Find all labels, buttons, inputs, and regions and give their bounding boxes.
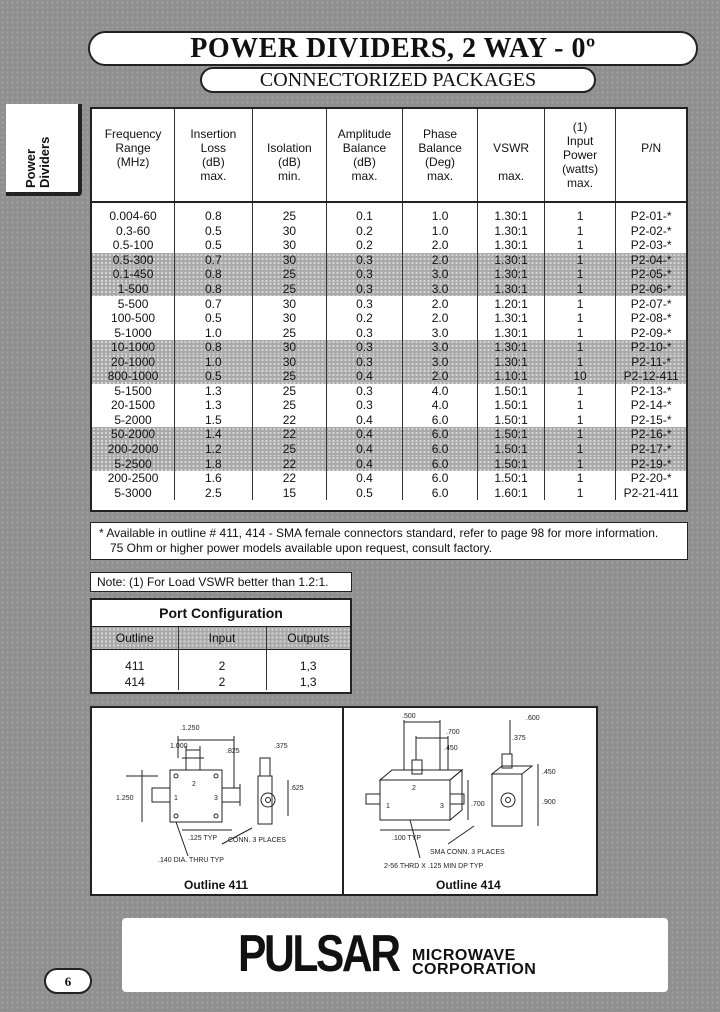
spec-row bbox=[92, 384, 686, 399]
spec-cell: 0.5 bbox=[175, 369, 253, 384]
spec-col-header bbox=[175, 109, 253, 202]
spec-cell: 1 bbox=[544, 311, 615, 326]
spec-col-header-line bbox=[255, 127, 325, 141]
spec-col-header-line: (dB) bbox=[353, 155, 376, 169]
outline-411-connector-left bbox=[152, 788, 170, 802]
spec-col-header-line: max. bbox=[567, 176, 594, 190]
dim-411-375: .375 bbox=[274, 743, 288, 750]
spec-row bbox=[92, 427, 686, 442]
spec-cell: 1.3 bbox=[175, 384, 253, 399]
spec-cell: 1.8 bbox=[175, 456, 253, 471]
spec-cell: P2-05-* bbox=[616, 267, 686, 282]
spec-cell: 2.0 bbox=[402, 311, 478, 326]
spec-row bbox=[92, 238, 686, 253]
spec-cell: 4.0 bbox=[402, 398, 478, 413]
spec-cell: 1.6 bbox=[175, 471, 253, 486]
spec-col-header-line: VSWR bbox=[493, 141, 530, 155]
spec-col-header bbox=[92, 109, 175, 202]
spec-cell: 0.4 bbox=[327, 369, 403, 384]
spec-row bbox=[92, 340, 686, 355]
spec-col-header-line bbox=[94, 169, 172, 183]
spec-col-header-line: Balance bbox=[418, 141, 462, 155]
dim-411-825: .825 bbox=[226, 748, 240, 755]
port-row bbox=[92, 658, 350, 674]
page-title: POWER DIVIDERS, 2 WAY - 0º bbox=[88, 31, 698, 66]
dim-414-450-vertical: .450 bbox=[542, 769, 556, 776]
spec-col-header-line: max. bbox=[498, 169, 525, 183]
spec-cell: 1.4 bbox=[175, 427, 253, 442]
spec-col-header-line: Balance bbox=[342, 141, 387, 155]
spec-cell: 1 bbox=[544, 456, 615, 471]
outline-414-connector-left bbox=[366, 794, 380, 804]
spec-col-header-line: Range bbox=[115, 141, 151, 155]
spec-cell: 2.0 bbox=[402, 238, 478, 253]
spec-col-header-line: Frequency bbox=[104, 127, 162, 141]
spec-cell: 0.7 bbox=[175, 296, 253, 311]
dim-414-375: .375 bbox=[512, 735, 526, 742]
spec-cell: 0.1-450 bbox=[92, 267, 175, 282]
spec-cell: 30 bbox=[252, 311, 327, 326]
spec-cell: 0.5-100 bbox=[92, 238, 175, 253]
spec-cell: 0.4 bbox=[327, 442, 403, 457]
spec-cell: 25 bbox=[252, 369, 327, 384]
spec-cell: 0.4 bbox=[327, 456, 403, 471]
spec-cell: 1.30:1 bbox=[478, 224, 545, 239]
port-col-input: Input bbox=[178, 627, 266, 650]
spec-row bbox=[92, 311, 686, 326]
spec-cell: 1.20:1 bbox=[478, 296, 545, 311]
port-cell: 1,3 bbox=[299, 659, 317, 673]
spec-cell: 1 bbox=[544, 202, 615, 224]
spec-cell: 0.1 bbox=[327, 202, 403, 224]
spec-col-header bbox=[327, 109, 403, 202]
spec-row bbox=[92, 282, 686, 297]
spec-cell: P2-20-* bbox=[630, 471, 672, 486]
spec-row bbox=[92, 354, 686, 369]
outline-414-side-view bbox=[492, 774, 522, 826]
spec-cell: 22 bbox=[252, 427, 327, 442]
spec-cell: 1-500 bbox=[92, 282, 175, 297]
spec-cell: 10 bbox=[544, 369, 615, 384]
spec-cell: 0.4 bbox=[327, 427, 403, 442]
spec-cell: 5-3000 bbox=[92, 485, 175, 500]
spec-cell: 1.30:1 bbox=[478, 340, 545, 355]
spec-col-header-line: Loss bbox=[200, 141, 227, 155]
note-411-thru: .140 DIA. THRU TYP bbox=[158, 857, 224, 864]
spec-cell: P2-19-* bbox=[616, 456, 686, 471]
spec-cell: 0.2 bbox=[327, 238, 403, 253]
port-414-2: 2 bbox=[412, 785, 416, 792]
spec-cell: 6.0 bbox=[402, 471, 478, 486]
port-414-3: 3 bbox=[440, 803, 444, 810]
dim-414-100-typ: .100 TYP bbox=[392, 835, 422, 842]
spec-cell: 1.50:1 bbox=[478, 471, 545, 486]
spec-cell: 1 bbox=[544, 354, 615, 369]
note-414-conn: SMA CONN. 3 PLACES bbox=[430, 849, 505, 856]
spec-cell: 1.30:1 bbox=[478, 325, 545, 340]
spec-cell: 1.0 bbox=[402, 202, 478, 224]
spec-col-header bbox=[478, 109, 545, 202]
dim-411-1000: 1.000 bbox=[170, 743, 188, 750]
port-cell: 2 bbox=[178, 658, 266, 674]
spec-col-header bbox=[544, 109, 615, 202]
spec-cell: 25 bbox=[252, 267, 327, 282]
spec-cell: 5-500 bbox=[92, 296, 175, 311]
spec-cell: 6.0 bbox=[402, 456, 478, 471]
spec-cell: P2-14-* bbox=[630, 398, 672, 413]
spec-col-header-line: Amplitude bbox=[337, 127, 392, 141]
dim-414-700: .700 bbox=[446, 729, 460, 736]
spec-cell: 1.5 bbox=[175, 413, 253, 428]
spec-cell: 0.3 bbox=[327, 354, 403, 369]
spec-cell: P2-13-* bbox=[630, 383, 672, 398]
spec-table bbox=[92, 109, 686, 500]
spec-cell: 100-500 bbox=[92, 311, 175, 326]
spec-cell: 0.3 bbox=[327, 296, 403, 311]
logo-corporation: CORPORATION bbox=[412, 961, 537, 978]
spec-cell: 3.0 bbox=[402, 354, 478, 369]
spec-cell: 0.3 bbox=[327, 253, 403, 268]
spec-cell: P2-09-* bbox=[630, 325, 672, 340]
spec-cell: 5-1000 bbox=[92, 325, 175, 340]
spec-cell: P2-16-* bbox=[616, 427, 686, 442]
spec-cell: 1.2 bbox=[175, 442, 253, 457]
spec-cell: 1.3 bbox=[175, 398, 253, 413]
spec-cell: 30 bbox=[252, 253, 327, 268]
spec-cell: 1.10:1 bbox=[478, 369, 545, 384]
spec-cell: 1.30:1 bbox=[478, 354, 545, 369]
spec-col-header-line: (Deg) bbox=[425, 155, 456, 169]
dim-414-700-vertical: .700 bbox=[471, 801, 485, 808]
availability-footnote bbox=[90, 522, 688, 560]
spec-cell: 1.0 bbox=[175, 325, 253, 340]
spec-cell: 1.50:1 bbox=[478, 384, 545, 399]
spec-col-header-line bbox=[480, 155, 542, 169]
spec-cell: 0.3 bbox=[327, 267, 403, 282]
spec-cell: 1.30:1 bbox=[478, 253, 545, 268]
port-col-outputs: Outputs bbox=[266, 627, 350, 650]
spec-cell: P2-04-* bbox=[616, 253, 686, 268]
spec-cell: 1 bbox=[544, 296, 615, 311]
spec-cell: 0.004-60 bbox=[92, 202, 175, 224]
spec-cell: 1.60:1 bbox=[478, 485, 545, 500]
spec-col-header bbox=[616, 109, 686, 202]
spec-cell: 1 bbox=[544, 224, 615, 239]
spec-cell: P2-07-* bbox=[630, 296, 672, 311]
spec-cell: 0.3 bbox=[327, 282, 403, 297]
spec-cell: 1 bbox=[544, 413, 615, 428]
spec-cell: 4.0 bbox=[402, 384, 478, 399]
dim-414-600: .600 bbox=[526, 715, 540, 722]
spec-col-header-line: (MHz) bbox=[116, 155, 150, 169]
spec-table-container bbox=[90, 107, 688, 512]
spec-row bbox=[92, 471, 686, 486]
outline-414-top bbox=[380, 770, 462, 780]
port-cell: 1,3 bbox=[299, 675, 317, 689]
spec-cell: 25 bbox=[252, 398, 327, 413]
dim-411-625: .625 bbox=[290, 785, 304, 792]
spec-row bbox=[92, 296, 686, 311]
spec-cell: 3.0 bbox=[402, 282, 478, 297]
spec-row bbox=[92, 485, 686, 500]
outline-411-drawing bbox=[92, 708, 340, 894]
spec-col-header-line: Power bbox=[563, 148, 598, 162]
spec-cell: 1.50:1 bbox=[478, 413, 545, 428]
dim-411-1250: .1.250 bbox=[180, 725, 200, 732]
spec-cell: 0.4 bbox=[327, 471, 403, 486]
spec-row bbox=[92, 398, 686, 413]
spec-cell: 1 bbox=[544, 398, 615, 413]
spec-cell: P2-11-* bbox=[616, 354, 686, 369]
spec-cell: 1 bbox=[544, 442, 615, 457]
spec-cell: 22 bbox=[252, 471, 327, 486]
spec-cell: 1.30:1 bbox=[478, 311, 545, 326]
spec-row bbox=[92, 253, 686, 268]
spec-col-header-line: Isolation bbox=[267, 141, 312, 155]
spec-cell: 200-2500 bbox=[92, 471, 175, 486]
spec-cell: 0.3 bbox=[327, 384, 403, 399]
spec-cell: P2-02-* bbox=[630, 223, 672, 238]
page-subtitle: CONNECTORIZED PACKAGES bbox=[200, 67, 596, 93]
section-tab bbox=[6, 104, 82, 196]
spec-cell: 1.30:1 bbox=[478, 282, 545, 297]
logo-microwave: MICROWAVE bbox=[412, 947, 516, 964]
spec-cell: 0.4 bbox=[327, 413, 403, 428]
port-414-1: 1 bbox=[386, 803, 390, 810]
spec-cell: 800-1000 bbox=[92, 369, 175, 384]
spec-col-header-line: (dB) bbox=[278, 155, 301, 169]
spec-cell: 10-1000 bbox=[92, 340, 175, 355]
spec-col-header-line bbox=[618, 169, 684, 183]
spec-cell: 0.3 bbox=[327, 340, 403, 355]
dim-414-450: .450 bbox=[444, 745, 458, 752]
spec-row bbox=[92, 325, 686, 340]
spec-cell: P2-01-* bbox=[630, 209, 672, 224]
spec-cell: 50-2000 bbox=[92, 427, 175, 442]
spec-cell: 0.5 bbox=[327, 485, 403, 500]
port-configuration-table bbox=[90, 598, 352, 694]
spec-cell: 5-2500 bbox=[92, 456, 175, 471]
spec-cell: P2-21-411 bbox=[623, 485, 679, 500]
spec-cell: 0.3-60 bbox=[92, 224, 175, 239]
spec-row bbox=[92, 369, 686, 384]
spec-row bbox=[92, 267, 686, 282]
spec-cell: 1.30:1 bbox=[478, 202, 545, 224]
spec-col-header-line: Phase bbox=[423, 127, 458, 141]
spec-cell: 0.2 bbox=[327, 311, 403, 326]
spec-col-header-line: min. bbox=[278, 169, 301, 183]
spec-cell: 3.0 bbox=[402, 340, 478, 355]
spec-cell: 0.5 bbox=[175, 224, 253, 239]
port-cell: 411 bbox=[92, 658, 178, 674]
spec-cell: 0.8 bbox=[175, 202, 253, 224]
spec-cell: 25 bbox=[252, 325, 327, 340]
port-411-1: 1 bbox=[174, 795, 178, 802]
spec-col-header-line: Insertion bbox=[190, 127, 237, 141]
dim-411-1250-vertical: 1.250 bbox=[116, 795, 134, 802]
spec-cell: 30 bbox=[252, 224, 327, 239]
spec-table-header bbox=[92, 109, 686, 202]
spec-row bbox=[92, 413, 686, 428]
spec-cell: 15 bbox=[252, 485, 327, 500]
spec-cell: 30 bbox=[252, 238, 327, 253]
spec-cell: P2-08-* bbox=[630, 311, 672, 326]
spec-cell: 25 bbox=[252, 442, 327, 457]
spec-cell: 1 bbox=[544, 267, 615, 282]
port-411-2: 2 bbox=[192, 781, 196, 788]
spec-col-header-line: (watts) bbox=[562, 162, 599, 176]
spec-cell: 5-1500 bbox=[92, 384, 175, 399]
spec-cell: P2-06-* bbox=[616, 282, 686, 297]
spec-row bbox=[92, 224, 686, 239]
dim-411-125-typ: .125 TYP bbox=[188, 835, 218, 842]
spec-col-header-line: max. bbox=[427, 169, 454, 183]
spec-cell: 0.2 bbox=[327, 224, 403, 239]
vswr-note: Note: (1) For Load VSWR better than 1.2:1. bbox=[90, 572, 352, 592]
spec-col-header-line: max. bbox=[351, 169, 378, 183]
note-411-conn: CONN. 3 PLACES bbox=[228, 837, 286, 844]
spec-cell: 1.50:1 bbox=[478, 398, 545, 413]
port-row bbox=[92, 674, 350, 690]
spec-cell: 1.50:1 bbox=[478, 427, 545, 442]
spec-cell: 0.7 bbox=[175, 253, 253, 268]
spec-cell: 1 bbox=[544, 427, 615, 442]
port-config-caption: Port Configuration bbox=[92, 600, 350, 627]
spec-cell: 6.0 bbox=[402, 427, 478, 442]
page-number: 6 bbox=[44, 968, 92, 994]
spec-cell: 30 bbox=[252, 296, 327, 311]
spec-cell: 0.8 bbox=[175, 282, 253, 297]
spec-cell: 1 bbox=[544, 485, 615, 500]
spec-cell: 1 bbox=[544, 325, 615, 340]
spec-cell: 3.0 bbox=[402, 267, 478, 282]
spec-col-header-line: Input bbox=[566, 134, 594, 148]
spec-cell: 0.8 bbox=[175, 340, 253, 355]
spec-cell: 1 bbox=[544, 340, 615, 355]
spec-cell: 6.0 bbox=[402, 485, 478, 500]
spec-cell: 6.0 bbox=[402, 413, 478, 428]
spec-cell: 1 bbox=[544, 384, 615, 399]
spec-cell: P2-03-* bbox=[630, 238, 672, 253]
dim-414-500: .500 bbox=[402, 713, 416, 720]
spec-cell: P2-10-* bbox=[616, 340, 686, 355]
outline-414-drawing bbox=[344, 708, 596, 894]
spec-cell: 20-1500 bbox=[92, 398, 175, 413]
spec-cell: 30 bbox=[252, 354, 327, 369]
spec-cell: 0.8 bbox=[175, 267, 253, 282]
spec-cell: 200-2000 bbox=[92, 442, 175, 457]
dim-414-900: .900 bbox=[542, 799, 556, 806]
spec-cell: 0.3 bbox=[327, 325, 403, 340]
spec-cell: 2.0 bbox=[402, 369, 478, 384]
spec-row bbox=[92, 202, 686, 224]
footnote-line-2: 75 Ohm or higher power models available upon request, consult factory. bbox=[110, 541, 492, 555]
logo-wordmark: PULSAR bbox=[238, 925, 399, 983]
spec-cell: 1.30:1 bbox=[478, 238, 545, 253]
spec-cell: 1.30:1 bbox=[478, 267, 545, 282]
spec-cell: 5-2000 bbox=[92, 413, 175, 428]
spec-col-header-line: max. bbox=[200, 169, 227, 183]
spec-cell: 22 bbox=[252, 456, 327, 471]
spec-cell: 2.5 bbox=[175, 485, 253, 500]
spec-cell: 25 bbox=[252, 384, 327, 399]
spec-cell: 0.5 bbox=[175, 311, 253, 326]
spec-row bbox=[92, 456, 686, 471]
spec-cell: 0.5 bbox=[175, 238, 253, 253]
section-tab-label: Power Dividers bbox=[23, 136, 52, 188]
outline-411-connector-right bbox=[222, 788, 240, 802]
spec-cell: 1 bbox=[544, 253, 615, 268]
spec-cell: 1 bbox=[544, 282, 615, 297]
outline-411-connector-top bbox=[186, 758, 200, 770]
spec-cell: 0.3 bbox=[327, 398, 403, 413]
spec-col-header-line bbox=[480, 127, 542, 141]
port-col-outline: Outline bbox=[92, 627, 178, 650]
spec-cell: 3.0 bbox=[402, 325, 478, 340]
spec-cell: P2-15-* bbox=[630, 412, 672, 427]
spec-cell: 22 bbox=[252, 413, 327, 428]
spec-cell: 6.0 bbox=[402, 442, 478, 457]
spec-cell: 20-1000 bbox=[92, 354, 175, 369]
spec-cell: 1 bbox=[544, 471, 615, 486]
spec-cell: 1.0 bbox=[402, 224, 478, 239]
spec-cell: P2-12-411 bbox=[616, 369, 686, 384]
port-cell: 2 bbox=[178, 674, 266, 690]
spec-cell: P2-17-* bbox=[616, 442, 686, 457]
spec-cell: 25 bbox=[252, 202, 327, 224]
spec-col-header-line: P/N bbox=[641, 141, 662, 155]
port-cell: 414 bbox=[92, 674, 178, 690]
spec-cell: 25 bbox=[252, 282, 327, 297]
spec-col-header-line bbox=[618, 155, 684, 169]
spec-cell: 2.0 bbox=[402, 296, 478, 311]
outline-414-label: Outline 414 bbox=[436, 878, 501, 892]
spec-row bbox=[92, 442, 686, 457]
outline-414-connector-top bbox=[412, 760, 422, 774]
spec-col-header-line bbox=[618, 127, 684, 141]
spec-col-header-line: (dB) bbox=[202, 155, 225, 169]
note-414-thrd: 2-56 THRD X .125 MIN DP TYP bbox=[384, 863, 484, 870]
spec-cell: 1.50:1 bbox=[478, 442, 545, 457]
spec-col-header bbox=[402, 109, 478, 202]
outline-411-label: Outline 411 bbox=[184, 878, 249, 892]
port-411-3: 3 bbox=[214, 795, 218, 802]
spec-cell: 30 bbox=[252, 340, 327, 355]
footnote-line-1: * Available in outline # 411, 414 - SMA female connectors standard, refer to page 98 for more information. bbox=[99, 526, 659, 540]
spec-cell: 0.5-300 bbox=[92, 253, 175, 268]
company-logo bbox=[122, 918, 668, 992]
spec-col-header bbox=[252, 109, 327, 202]
spec-cell: 1 bbox=[544, 238, 615, 253]
spec-cell: 1.50:1 bbox=[478, 456, 545, 471]
spec-col-header-line: (1) bbox=[572, 120, 588, 134]
spec-table-body bbox=[92, 202, 686, 500]
spec-cell: 1.0 bbox=[175, 354, 253, 369]
spec-cell: 2.0 bbox=[402, 253, 478, 268]
outline-drawings bbox=[90, 706, 598, 896]
